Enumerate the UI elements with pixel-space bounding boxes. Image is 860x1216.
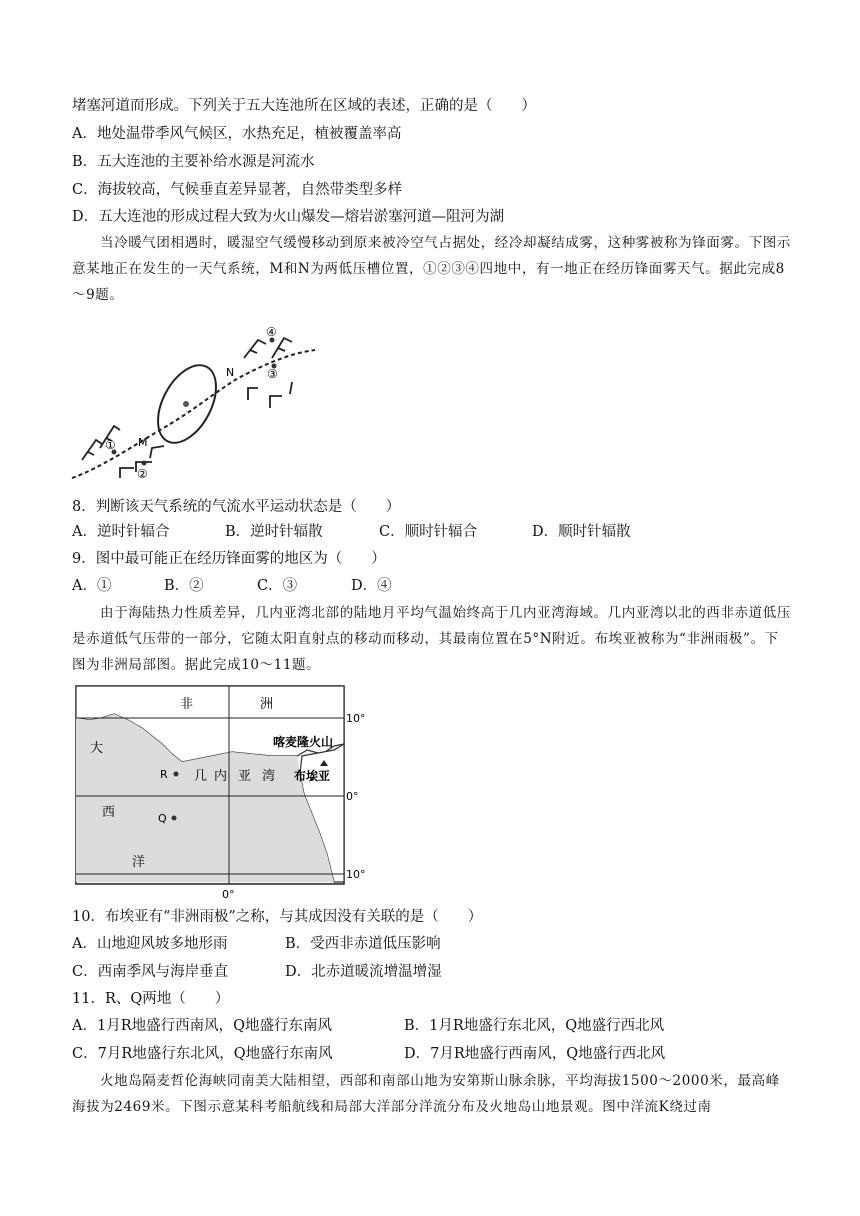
label-gulf-2: 内 xyxy=(214,769,228,784)
label-ocean-3: 洋 xyxy=(132,855,146,870)
label-africa-1: 非 xyxy=(180,697,194,712)
label-bueya: 布埃亚 xyxy=(294,769,331,783)
label-q: Q xyxy=(158,812,167,825)
label-lat-10n: 10° xyxy=(346,712,366,725)
q8-option-c: C．顺时针辐合 xyxy=(379,524,478,540)
q11-option-d: D．7月R地盛行西南风，Q地盛行西北风 xyxy=(404,1046,666,1062)
q7-option-d: D．五大连池的形成过程大致为火山爆发—熔岩淤塞河道—阻河为湖 xyxy=(72,209,505,225)
point-r-dot xyxy=(174,772,179,777)
q10-option-c: C．西南季风与海岸垂直 xyxy=(72,964,229,980)
label-lat-0: 0° xyxy=(346,790,359,803)
q11-option-c: C．7月R地盛行东北风，Q地盛行东南风 xyxy=(72,1046,333,1062)
label-gulf-1: 几 xyxy=(194,769,208,784)
q8-option-b: B．逆时针辐散 xyxy=(225,524,323,540)
q7-stem: 堵塞河道而形成。下列关于五大连池所在区域的表述，正确的是（ ） xyxy=(72,98,536,114)
q9-option-b: B．② xyxy=(164,578,204,594)
label-gulf-3: 亚 xyxy=(238,769,252,784)
label-africa-2: 洲 xyxy=(260,697,274,712)
q11-stem: 11．R、Q两地（ ） xyxy=(72,991,230,1007)
label-ocean-1: 大 xyxy=(90,741,104,756)
q8-option-d: D．顺时针辐散 xyxy=(532,524,631,540)
q10-option-b: B．受西非赤道低压影响 xyxy=(285,936,441,952)
weather-system-figure xyxy=(60,318,340,488)
passage-8-9: 当冷暖气团相遇时，暖湿空气缓慢移动到原来被冷空气占据处，经冷却凝结成雾，这种雾被称为锋面雾。下图示意某地正在发生的一天气系统，M和N为两低压槽位置，①②③④四地中，有一地正在经历锋面雾天气。据此完成8～9题。 xyxy=(72,235,791,303)
label-gulf-4: 湾 xyxy=(262,769,276,784)
q11-option-b: B．1月R地盛行东北风，Q地盛行西北风 xyxy=(404,1018,665,1034)
q9-stem: 9．图中最可能正在经历锋面雾的地区为（ ） xyxy=(72,551,386,567)
q8-stem: 8．判断该天气系统的气流水平运动状态是（ ） xyxy=(72,499,401,515)
passage-next: 火地岛隔麦哲伦海峡同南美大陆相望，西部和南部山地为安第斯山脉余脉，平均海拔1500～2000米，最高峰海拔为2469米。下图示意某科考船航线和局部大洋部分洋流分布及火地岛山地景观。图中洋流K绕过南 xyxy=(72,1073,780,1115)
q11-option-a: A．1月R地盛行西南风，Q地盛行东南风 xyxy=(72,1018,333,1034)
label-point-1: ① xyxy=(105,438,116,452)
label-lat-10s: 10° xyxy=(346,868,366,881)
africa-map-figure xyxy=(72,684,372,902)
low-center-dot xyxy=(183,401,189,407)
low-pressure-trough-line xyxy=(72,350,315,478)
point-q-dot xyxy=(172,816,177,821)
label-r: R xyxy=(160,768,168,781)
q9-option-c: C．③ xyxy=(257,578,298,594)
q9-option-a: A．① xyxy=(72,578,112,594)
q7-option-b: B．五大连池的主要补给水源是河流水 xyxy=(72,154,315,170)
label-lon-0: 0° xyxy=(222,888,235,901)
q10-option-a: A．山地迎风坡多地形雨 xyxy=(72,936,228,952)
label-volcano: 喀麦隆火山 xyxy=(273,735,334,749)
q7-option-a: A．地处温带季风气候区，水热充足，植被覆盖率高 xyxy=(72,126,402,142)
point-2-dot xyxy=(142,461,147,466)
label-point-4: ④ xyxy=(266,325,277,339)
passage-10-11: 由于海陆热力性质差异，几内亚湾北部的陆地月平均气温始终高于几内亚湾海域。几内亚湾以北的西非赤道低压是赤道低气压带的一部分，它随太阳直射点的移动而移动，其最南位置在5°N附近。布埃亚被称为“非洲雨极”。下图为非洲局部图。据此完成10～11题。 xyxy=(72,605,791,673)
q10-stem: 10．布埃亚有“非洲雨极”之称，与其成因没有关联的是（ ） xyxy=(72,909,483,925)
q7-option-c: C．海拔较高，气候垂直差异显著，自然带类型多样 xyxy=(72,182,403,198)
q9-option-d: D．④ xyxy=(351,578,392,594)
label-ocean-2: 西 xyxy=(102,805,116,820)
label-n: N xyxy=(226,366,235,379)
q10-option-d: D．北赤道暖流增温增湿 xyxy=(285,964,442,980)
q8-option-a: A．逆时针辐合 xyxy=(72,524,170,540)
label-point-2: ② xyxy=(137,467,148,481)
label-m: M xyxy=(138,436,148,449)
label-point-3: ③ xyxy=(267,367,278,381)
